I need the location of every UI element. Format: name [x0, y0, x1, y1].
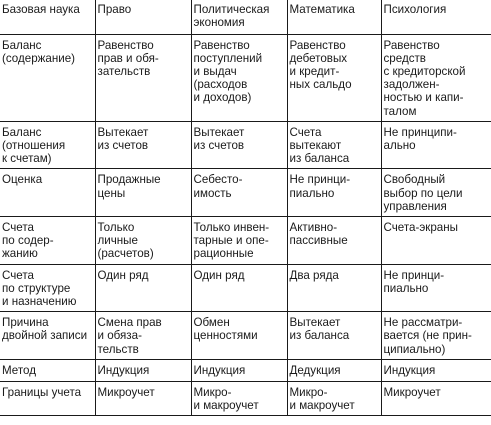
table-cell: Вытекает из баланса — [287, 312, 381, 360]
table-cell: Себесто- имость — [191, 169, 287, 217]
table-cell: Индукция — [191, 359, 287, 381]
table-cell: Продажные цены — [95, 169, 191, 217]
table-cell: Счета-экраны — [381, 216, 491, 264]
table-cell: Только инвен- тарные и опе- рационные — [191, 216, 287, 264]
table-cell: Равенство поступлений и выдач (расходов и доходов) — [191, 34, 287, 121]
row-label: Метод — [2, 363, 36, 377]
table-cell: Равенство прав и обя- зательств — [95, 34, 191, 121]
row-label: Оценка — [2, 173, 43, 187]
table-cell: Микроучет — [95, 381, 191, 415]
table-cell: Микро- и макроучет — [287, 381, 381, 415]
table-cell: Индукция — [381, 359, 491, 381]
table-cell: Только личные (расчетов) — [95, 216, 191, 264]
table-cell: Обмен ценностями — [191, 312, 287, 360]
table-cell: Не принци- пиально — [287, 169, 381, 217]
table-cell: Два ряда — [287, 264, 381, 312]
table-cell: Микро- и макроучет — [191, 381, 287, 415]
table-cell: Свободный выбор по цели управления — [381, 169, 491, 217]
table-cell: Один ряд — [191, 264, 287, 312]
table-cell: Не рассматри- вается (не прин- ципиально) — [381, 312, 491, 360]
row-label: Баланс (содержание) — [2, 38, 76, 65]
table-row — [0, 121, 491, 169]
table-row — [0, 34, 491, 121]
header-law: Право — [95, 0, 191, 34]
header-psychology: Психология — [381, 0, 491, 34]
table-header — [0, 0, 491, 34]
table-cell: Не принципи- ально — [381, 121, 491, 169]
table-cell: Индукция — [95, 359, 191, 381]
table-cell: Один ряд — [95, 264, 191, 312]
header-political-economy: Политическая экономия — [191, 0, 287, 34]
row-label: Причина двойной записи — [2, 316, 88, 343]
table-cell: Не принци- пиально — [381, 264, 491, 312]
header-row — [0, 0, 491, 34]
header-mathematics: Математика — [287, 0, 381, 34]
table-cell: Микроучет — [381, 381, 491, 415]
row-label: Счета по структуре и назначению — [2, 268, 77, 308]
table-body — [0, 34, 491, 416]
table-row — [0, 312, 491, 360]
table-cell: Вытекает из счетов — [95, 121, 191, 169]
table-row — [0, 264, 491, 312]
row-label: Границы учета — [2, 385, 82, 399]
table-cell: Вытекает из счетов — [191, 121, 287, 169]
table-cell: Равенство дебетовых и кредит- ных сальдо — [287, 34, 381, 121]
table-row — [0, 169, 491, 217]
table-cell: Счета вытекают из баланса — [287, 121, 381, 169]
table-cell: Дедукция — [287, 359, 381, 381]
table-row — [0, 359, 491, 381]
table-cell: Активно- пассивные — [287, 216, 381, 264]
table-row — [0, 381, 491, 415]
table-row — [0, 216, 491, 264]
row-label: Баланс (отношения к счетам) — [2, 125, 66, 166]
row-label: Счета по содер- жанию — [2, 220, 54, 261]
table-cell: Равенство средств с кредиторской задолжен- ностью и капи- талом — [381, 34, 491, 121]
table-cell: Смена прав и обяза- тельств — [95, 312, 191, 360]
header-base-science: Базовая наука — [2, 3, 80, 16]
